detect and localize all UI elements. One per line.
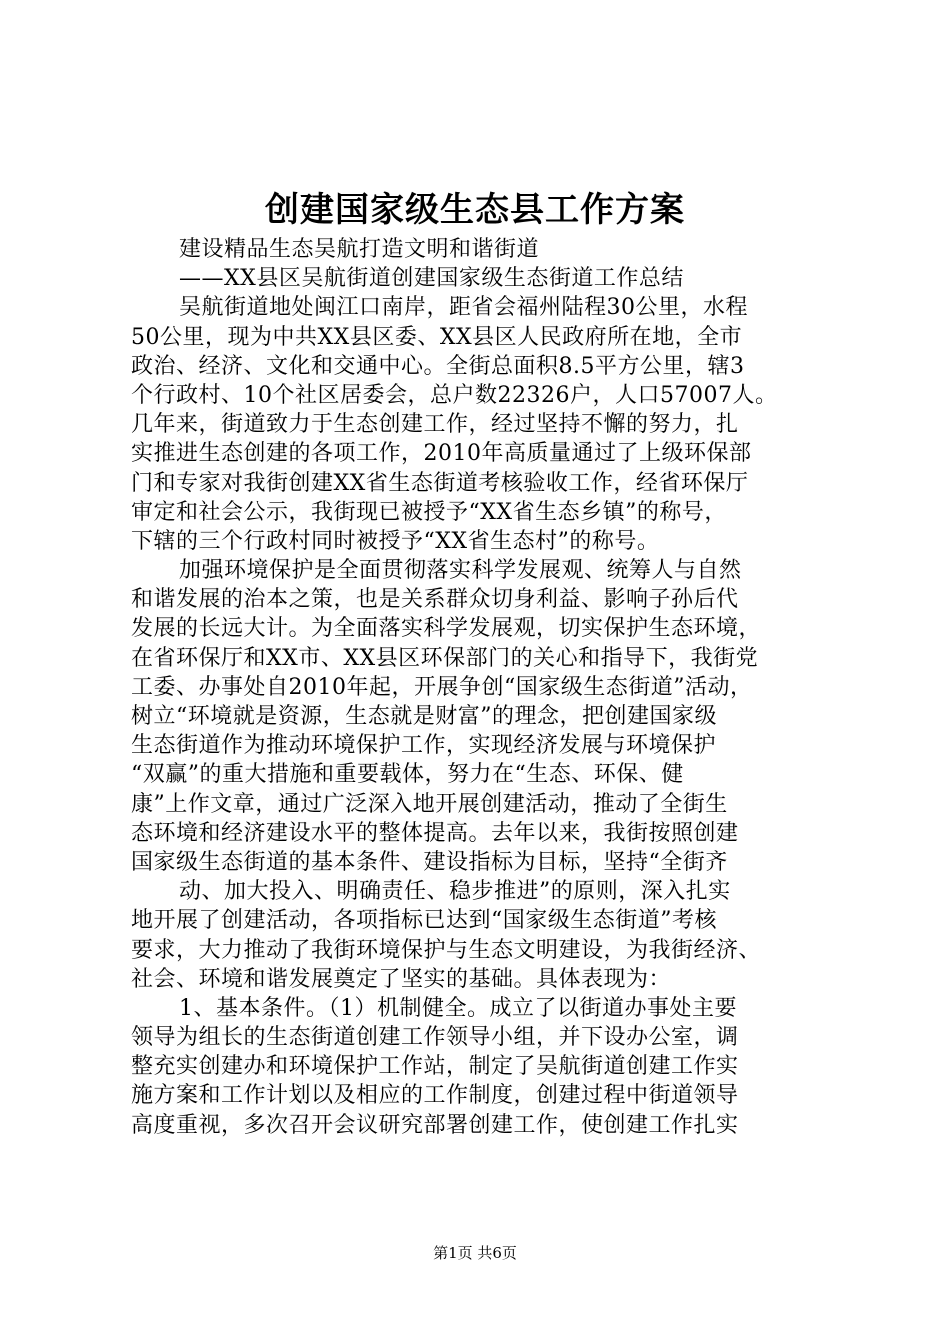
paragraph-line: 康”上作文章，通过广泛深入地开展创建活动，推动了全街生 [131, 791, 728, 817]
paragraph-line: 社会、环境和谐发展奠定了坚实的基础。具体表现为： [131, 966, 672, 992]
paragraph-line: 下辖的三个行政村同时被授予“XX省生态村”的称号。 [131, 528, 660, 554]
paragraph-line: 和谐发展的治本之策，也是关系群众切身利益、影响子孙后代 [131, 587, 739, 613]
subtitle-line: ——XX县区吴航街道创建国家级生态街道工作总结 [179, 266, 684, 292]
paragraph-line: 在省环保厅和XX市、XX县区环保部门的关心和指导下，我街党 [131, 645, 759, 671]
paragraph-line: 实推进生态创建的各项工作，2010年高质量通过了上级环保部 [131, 441, 752, 467]
paragraph-line: 动、加大投入、明确责任、稳步推进”的原则，深入扎实 [179, 879, 731, 905]
paragraph-line: “双赢”的重大措施和重要载体，努力在“生态、环保、健 [131, 762, 684, 788]
document-title: 创建国家级生态县工作方案 [265, 190, 685, 230]
paragraph-line: 政治、经济、文化和交通中心。全街总面积8.5平方公里，辖3 [131, 353, 745, 379]
paragraph-line: 树立“环境就是资源，生态就是财富”的理念，把创建国家级 [131, 704, 717, 729]
page-number-footer: 第1页 共6页 [433, 1244, 517, 1262]
paragraph-line: 发展的长远大计。为全面落实科学发展观，切实保护生态环境， [131, 616, 762, 642]
paragraph-line: 50公里，现为中共XX县区委、XX县区人民政府所在地，全市 [131, 324, 743, 350]
paragraph-line: 施方案和工作计划以及相应的工作制度，创建过程中街道领导 [131, 1083, 739, 1109]
paragraph-line: 个行政村、10个社区居委会，总户数22326户，人口57007人。 [131, 382, 778, 408]
paragraph-line: 门和专家对我街创建XX省生态街道考核验收工作，经省环保厅 [131, 470, 749, 496]
paragraph-line: 领导为组长的生态街道创建工作领导小组，并下设办公室，调 [131, 1025, 739, 1051]
paragraph-line: 1、基本条件。（1）机制健全。成立了以街道办事处主要 [179, 995, 737, 1021]
paragraph-line: 审定和社会公示，我街现已被授予“XX省生态乡镇”的称号， [131, 499, 727, 525]
paragraph-line: 要求，大力推动了我街环境保护与生态文明建设，为我街经济、 [131, 937, 762, 963]
document-body [131, 235, 831, 1140]
paragraph-line: 加强环境保护是全面贯彻落实科学发展观、统筹人与自然 [179, 558, 742, 584]
paragraph-line: 国家级生态街道的基本条件、建设指标为目标，坚持“全街齐 [131, 849, 728, 875]
paragraph-line: 地开展了创建活动，各项指标已达到“国家级生态街道”考核 [131, 908, 717, 934]
paragraph-line: 整充实创建办和环境保护工作站，制定了吴航街道创建工作实 [131, 1054, 739, 1080]
paragraph-line: 工委、办事处自2010年起，开展争创“国家级生态街道”活动， [131, 674, 753, 700]
paragraph-line: 吴航街道地处闽江口南岸，距省会福州陆程30公里，水程 [179, 295, 748, 321]
paragraph-line: 几年来，街道致力于生态创建工作，经过坚持不懈的努力，扎 [131, 412, 739, 438]
subtitle-line: 建设精品生态吴航打造文明和谐街道 [179, 237, 540, 262]
paragraph-line: 生态街道作为推动环境保护工作，实现经济发展与环境保护 [131, 733, 717, 759]
paragraph-line: 态环境和经济建设水平的整体提高。去年以来，我街按照创建 [131, 820, 739, 846]
paragraph-line: 高度重视，多次召开会议研究部署创建工作，使创建工作扎实 [131, 1112, 739, 1138]
